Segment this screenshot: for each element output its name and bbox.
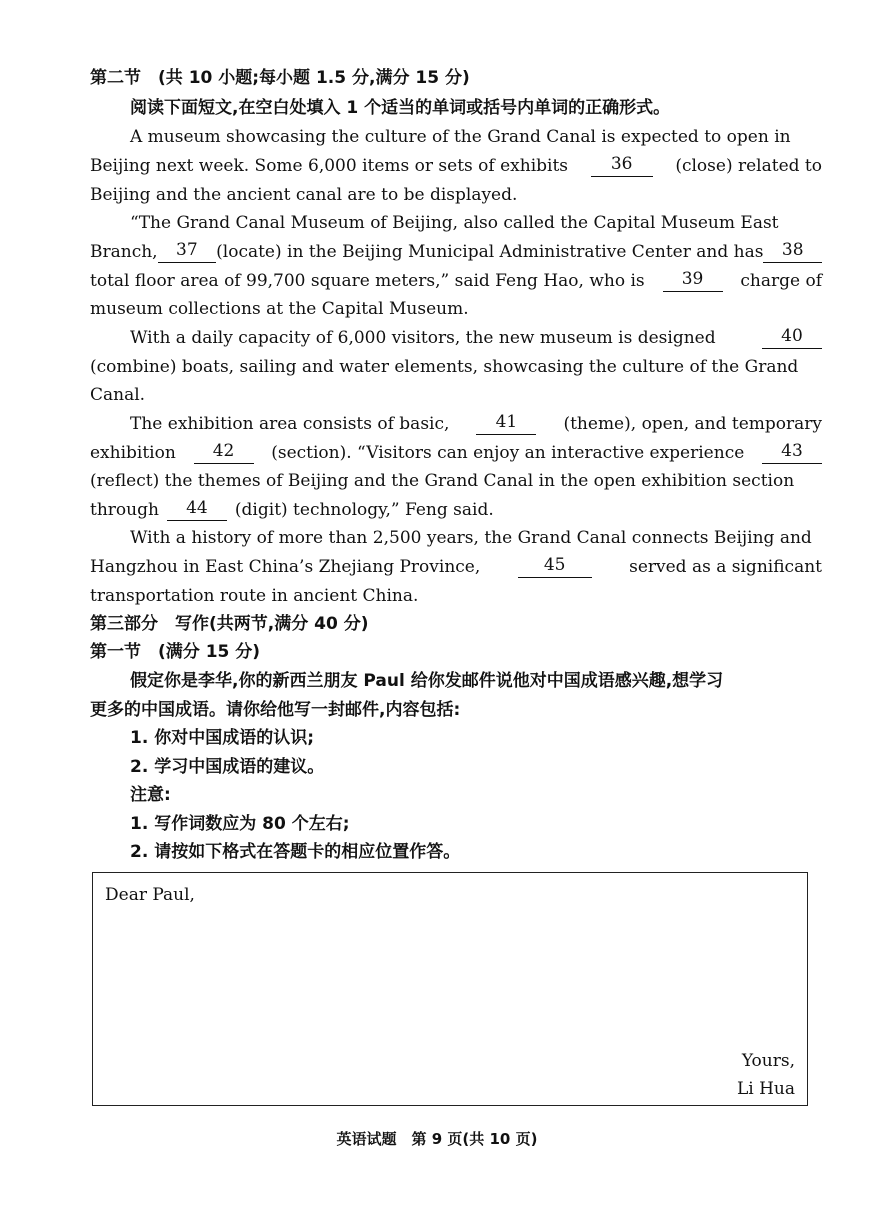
letter-greeting: Dear Paul, [105,885,195,905]
note-item: 1. 写作词数应为 80 个左右; [130,814,350,834]
blank-42[interactable]: 42 [194,439,254,464]
passage-text: through [90,500,159,520]
passage-line: With a history of more than 2,500 years, the Grand Canal connects Beijing and [130,528,812,548]
passage-line: Canal. [90,385,146,405]
passage-line [90,496,822,524]
section-heading: 第二节 (共 10 小题;每小题 1.5 分,满分 15 分) [90,68,470,88]
blank-44[interactable]: 44 [167,496,227,521]
note-item: 2. 请按如下格式在答题卡的相应位置作答。 [130,842,461,862]
passage-line: (reflect) the themes of Beijing and the Grand Canal in the open exhibition section [90,471,795,491]
passage-text: Hangzhou in East China’s Zhejiang Province, [90,557,481,577]
passage-text: With a daily capacity of 6,000 visitors, the new museum is designed [130,328,716,348]
passage-text: (theme), open, and temporary [563,414,822,434]
page-footer: 英语试题 第 9 页(共 10 页) [336,1130,538,1148]
passage-text: The exhibition area consists of basic, [130,414,450,434]
passage-line: Beijing and the ancient canal are to be displayed. [90,185,518,205]
passage-line [90,238,822,266]
blank-41[interactable]: 41 [476,410,536,435]
content-item: 1. 你对中国成语的认识; [130,728,315,748]
letter-closing: Yours, [741,1051,795,1071]
passage-line [130,410,822,438]
section-heading: 第一节 (满分 15 分) [90,642,261,662]
instruction: 阅读下面短文,在空白处填入 1 个适当的单词或括号内单词的正确形式。 [130,98,671,118]
passage-text: charge of [740,271,822,291]
blank-45[interactable]: 45 [518,553,592,578]
blank-39[interactable]: 39 [663,267,723,292]
passage-text: total floor area of 99,700 square meters,” said Feng Hao, who is [90,271,645,291]
passage-text: (section). “Visitors can enjoy an interactive experience [271,443,745,463]
blank-37[interactable]: 37 [158,238,217,263]
passage-line [130,324,822,352]
passage-line [90,439,822,467]
passage-line: “The Grand Canal Museum of Beijing, also called the Capital Museum East [130,213,779,233]
writing-prompt: 假定你是李华,你的新西兰朋友 Paul 给你发邮件说他对中国成语感兴趣,想学习 [130,671,724,691]
blank-38[interactable]: 38 [763,238,822,263]
passage-text: served as a significant [629,557,822,577]
part-heading: 第三部分 写作(共两节,满分 40 分) [90,614,369,634]
passage-text: (locate) in the Beijing Municipal Administrative Center and has [216,242,764,262]
passage-text: exhibition [90,443,176,463]
content-item: 2. 学习中国成语的建议。 [130,757,325,777]
passage-line [90,553,822,581]
passage-text: Beijing next week. Some 6,000 items or sets of exhibits [90,156,569,176]
passage-text: Branch, [90,242,158,262]
blank-36[interactable]: 36 [591,152,653,177]
passage-line: (combine) boats, sailing and water elements, showcasing the culture of the Grand [90,357,799,377]
letter-signature: Li Hua [736,1079,795,1099]
passage-line [90,152,822,180]
passage-text: (digit) technology,” Feng said. [234,500,494,520]
answer-box[interactable] [92,872,808,1106]
passage-line: transportation route in ancient China. [90,586,419,606]
note-label: 注意: [130,785,171,805]
blank-43[interactable]: 43 [762,439,822,464]
passage-line: A museum showcasing the culture of the Grand Canal is expected to open in [130,127,791,147]
blank-40[interactable]: 40 [762,324,822,349]
passage-line: museum collections at the Capital Museum. [90,299,469,319]
passage-line [90,267,822,295]
writing-prompt: 更多的中国成语。请你给他写一封邮件,内容包括: [90,700,461,720]
passage-text: (close) related to [675,156,822,176]
